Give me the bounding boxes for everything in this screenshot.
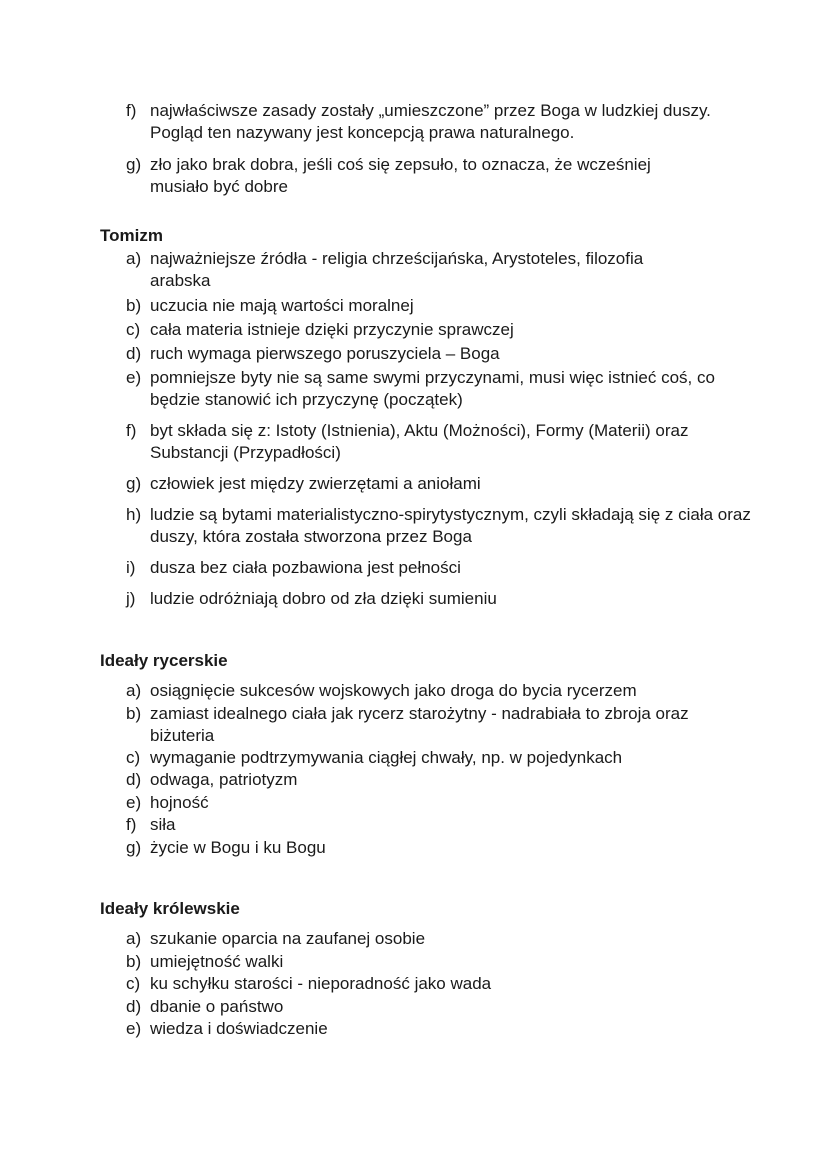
list-item	[126, 319, 816, 341]
list-item	[126, 928, 816, 950]
list-item	[126, 837, 816, 859]
list-item	[126, 504, 816, 548]
list-marker: f)	[126, 101, 137, 120]
list-item-text: życie w Bogu i ku Bogu	[150, 838, 326, 857]
section-heading-idealy-rycerskie: Ideały rycerskie	[100, 651, 228, 670]
list-marker: f)	[126, 421, 137, 440]
list-item-text: ludzie odróżniają dobro od zła dzięki sumieniu	[150, 589, 497, 608]
list-item-text: pomniejsze byty nie są same swymi przyczynami, musi więc istnieć coś, co będzie stanowić ich przyczynę (początek)	[150, 368, 715, 409]
list-marker: e)	[126, 1019, 142, 1038]
list-marker: h)	[126, 505, 142, 524]
list-item	[126, 996, 816, 1018]
list-item-text: siła	[150, 815, 176, 834]
list-marker: j)	[126, 589, 136, 608]
list-item	[126, 295, 816, 317]
list-marker: e)	[126, 368, 142, 387]
list-item-text: człowiek jest między zwierzętami a aniołami	[150, 474, 481, 493]
list-item	[126, 814, 816, 836]
list-marker: g)	[126, 838, 142, 857]
list-marker: d)	[126, 770, 142, 789]
list-item-text: byt składa się z: Istoty (Istnienia), Aktu (Możności), Formy (Materii) oraz Substancji (Przypadłości)	[150, 421, 689, 462]
list-item	[126, 367, 816, 411]
list-item-text: zło jako brak dobra, jeśli coś się zepsuło, to oznacza, że wcześniej musiało być dobre	[150, 155, 651, 196]
list-item-text: ku schyłku starości - nieporadność jako wada	[150, 974, 492, 993]
list-item	[126, 100, 816, 144]
list-marker: d)	[126, 344, 142, 363]
list-item	[126, 248, 816, 292]
list-marker: c)	[126, 974, 141, 993]
list-item-text: odwaga, patriotyzm	[150, 770, 298, 789]
section-heading-idealy-krolewskie: Ideały królewskie	[100, 899, 240, 918]
list-marker: a)	[126, 929, 142, 948]
list-item	[126, 951, 816, 973]
list-marker: c)	[126, 320, 141, 339]
list-item	[126, 1018, 816, 1040]
list-item-text: dusza bez ciała pozbawiona jest pełności	[150, 558, 461, 577]
list-item	[126, 154, 816, 198]
list-item	[126, 792, 816, 814]
list-marker: b)	[126, 952, 142, 971]
list-marker: i)	[126, 558, 136, 577]
list-item-text: osiągnięcie sukcesów wojskowych jako droga do bycia rycerzem	[150, 681, 637, 700]
list-item	[126, 420, 816, 464]
list-item-text: ludzie są bytami materialistyczno-spirytystycznym, czyli składają się z ciała oraz duszy, która została stworzona przez Boga	[150, 505, 751, 546]
list-item-text: umiejętność walki	[150, 952, 284, 971]
list-item-text: szukanie oparcia na zaufanej osobie	[150, 929, 426, 948]
list-marker: b)	[126, 296, 142, 315]
list-item	[126, 588, 816, 610]
section-heading-tomizm: Tomizm	[100, 226, 163, 245]
list-item-text: hojność	[150, 793, 209, 812]
list-item-text: najważniejsze źródła - religia chrześcijańska, Arystoteles, filozofia arabska	[150, 249, 644, 290]
list-marker: c)	[126, 748, 141, 767]
list-item-text: ruch wymaga pierwszego poruszyciela – Boga	[150, 344, 500, 363]
list-item	[126, 747, 816, 769]
list-item-text: wymaganie podtrzymywania ciągłej chwały, np. w pojedynkach	[150, 748, 623, 767]
list-item-text: cała materia istnieje dzięki przyczynie sprawczej	[150, 320, 514, 339]
list-item-text: najwłaściwsze zasady zostały „umieszczone” przez Boga w ludzkiej duszy. Pogląd ten nazywany jest koncepcją prawa naturalnego.	[150, 101, 711, 142]
list-item-text: zamiast idealnego ciała jak rycerz starożytny - nadrabiała to zbroja oraz biżuteria	[150, 704, 689, 745]
list-marker: a)	[126, 249, 142, 268]
list-item	[126, 680, 816, 702]
list-item	[126, 343, 816, 365]
list-marker: e)	[126, 793, 142, 812]
list-item	[126, 557, 816, 579]
list-item-text: uczucia nie mają wartości moralnej	[150, 296, 414, 315]
list-marker: g)	[126, 155, 142, 174]
list-marker: a)	[126, 681, 142, 700]
list-item-text: dbanie o państwo	[150, 997, 284, 1016]
list-marker: f)	[126, 815, 137, 834]
list-marker: d)	[126, 997, 142, 1016]
list-item	[126, 769, 816, 791]
list-marker: b)	[126, 704, 142, 723]
list-item	[126, 703, 816, 747]
list-marker: g)	[126, 474, 142, 493]
list-item	[126, 973, 816, 995]
list-item-text: wiedza i doświadczenie	[150, 1019, 328, 1038]
list-item	[126, 473, 816, 495]
